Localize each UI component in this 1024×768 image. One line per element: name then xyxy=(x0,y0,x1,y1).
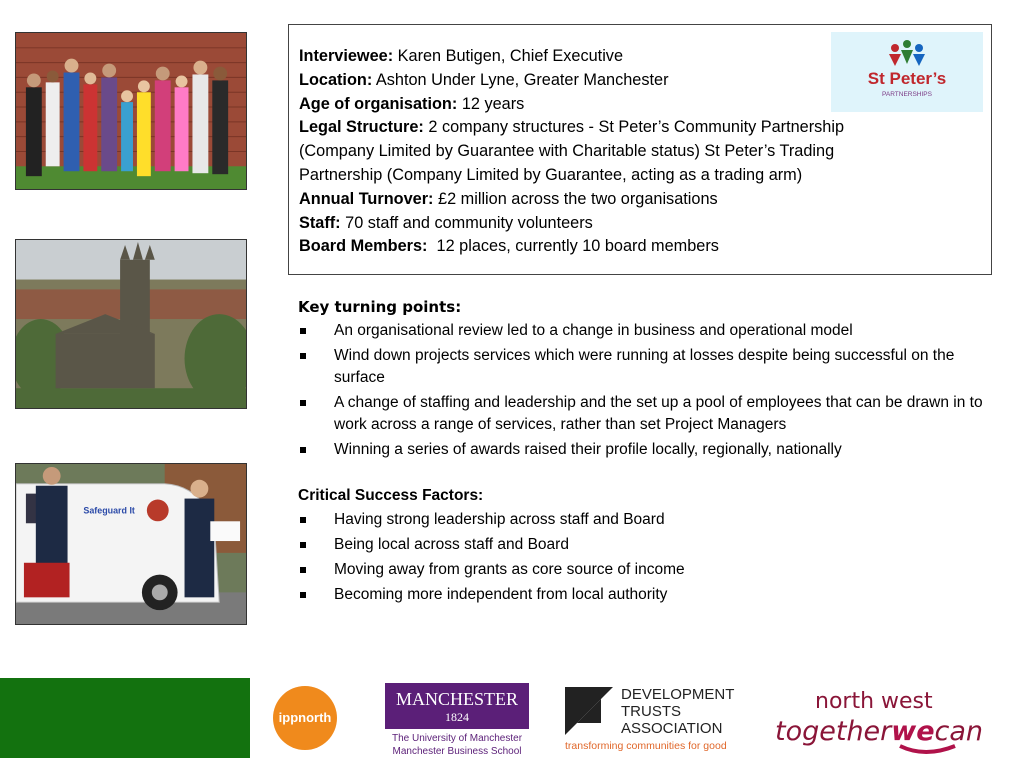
staff-line xyxy=(299,212,981,236)
list-item xyxy=(298,320,988,342)
list-item-text: Being local across staff and Board xyxy=(334,536,569,553)
manchester-university: The University of Manchester xyxy=(391,733,523,744)
profile-box xyxy=(288,24,992,275)
legal-structure-value-1: 2 company structures - St Peter’s Community Partnership xyxy=(423,118,845,137)
bullet-icon xyxy=(300,328,306,334)
staff-label: Staff: xyxy=(299,213,341,232)
list-item-text: Wind down projects services which were running at losses despite being successful on the surface xyxy=(334,347,955,386)
staff-value: 70 staff and community volunteers xyxy=(340,213,593,232)
st-peters-name: St Peter’s xyxy=(867,69,947,88)
nw-line-1: north west xyxy=(815,689,933,714)
list-item-text: Moving away from grants as core source of income xyxy=(334,561,685,578)
st-peters-sub: PARTNERSHIPS xyxy=(882,91,932,98)
dta-line-3: ASSOCIATION xyxy=(621,720,723,737)
manchester-name: MANCHESTER xyxy=(395,689,519,709)
turnover-label: Annual Turnover: xyxy=(299,189,434,208)
footer-green-bar xyxy=(0,678,250,758)
board-line xyxy=(299,235,981,259)
bullet-icon xyxy=(300,447,306,453)
list-item xyxy=(298,392,988,436)
list-item xyxy=(298,534,988,556)
dta-tagline: transforming communities for good xyxy=(565,740,727,752)
ippnorth-label: ippnorth xyxy=(278,710,332,725)
turning-points-title: Key turning points: xyxy=(298,298,462,316)
north-west-together-logo xyxy=(775,682,1011,758)
church-photo xyxy=(15,239,247,409)
van-photo xyxy=(15,463,247,625)
list-item-text: Winning a series of awards raised their profile locally, regionally, nationally xyxy=(334,441,842,458)
location-label: Location: xyxy=(299,70,373,89)
turnover-value: £2 million across the two organisations xyxy=(433,189,718,208)
dta-line-2: TRUSTS xyxy=(621,703,681,720)
board-value: 12 places, currently 10 board members xyxy=(427,237,719,256)
list-item xyxy=(298,345,988,389)
bullet-icon xyxy=(300,567,306,573)
legal-structure-label: Legal Structure: xyxy=(299,118,424,137)
ippnorth-logo xyxy=(270,683,340,753)
manchester-year: 1824 xyxy=(445,710,469,724)
list-item xyxy=(298,559,988,581)
list-item-text: A change of staffing and leadership and the set up a pool of employees that can be drawn in to work across a range of services, rather than set Project Managers xyxy=(334,394,983,433)
legal-structure-line xyxy=(299,116,981,140)
legal-structure-line-2: (Company Limited by Guarantee with Charitable status) St Peter’s Trading xyxy=(299,142,835,161)
nw-can: can xyxy=(934,716,984,747)
age-label: Age of organisation: xyxy=(299,94,458,113)
list-item-text: An organisational review led to a change in business and operational model xyxy=(334,322,853,339)
nw-we: we xyxy=(891,716,935,747)
dta-mark-icon xyxy=(565,687,613,735)
success-factors-section xyxy=(298,485,988,609)
turnover-line xyxy=(299,188,981,212)
dta-line-1: DEVELOPMENT xyxy=(621,686,735,703)
bullet-icon xyxy=(300,353,306,359)
dta-logo xyxy=(563,683,753,753)
bullet-icon xyxy=(300,517,306,523)
list-item xyxy=(298,584,988,606)
bullet-icon xyxy=(300,542,306,548)
list-item xyxy=(298,509,988,531)
group-photo xyxy=(15,32,247,190)
nw-together: together xyxy=(775,716,892,747)
turning-points-section xyxy=(298,296,988,464)
legal-structure-line-3: Partnership (Company Limited by Guarantee, acting as a trading arm) xyxy=(299,165,803,184)
success-factors-title: Critical Success Factors: xyxy=(298,487,484,504)
list-item-text: Becoming more independent from local authority xyxy=(334,586,668,603)
people-icon xyxy=(889,40,925,66)
interviewee-value: Karen Butigen, Chief Executive xyxy=(393,47,624,65)
svg-text:togetherwecan xyxy=(775,716,983,747)
location-value: Ashton Under Lyne, Greater Manchester xyxy=(372,70,669,89)
age-value: 12 years xyxy=(457,94,525,113)
manchester-logo xyxy=(385,683,529,758)
bullet-icon xyxy=(300,400,306,406)
van-brand-label: Safeguard It xyxy=(83,505,135,516)
st-peters-logo xyxy=(831,32,983,112)
list-item xyxy=(298,439,988,461)
bullet-icon xyxy=(300,592,306,598)
board-label: Board Members: xyxy=(299,237,428,256)
list-item-text: Having strong leadership across staff and Board xyxy=(334,511,665,528)
interviewee-label: Interviewee: xyxy=(299,47,394,65)
turning-points-list xyxy=(298,320,988,461)
success-factors-list xyxy=(298,509,988,606)
manchester-business-school: Manchester Business School xyxy=(392,746,522,757)
